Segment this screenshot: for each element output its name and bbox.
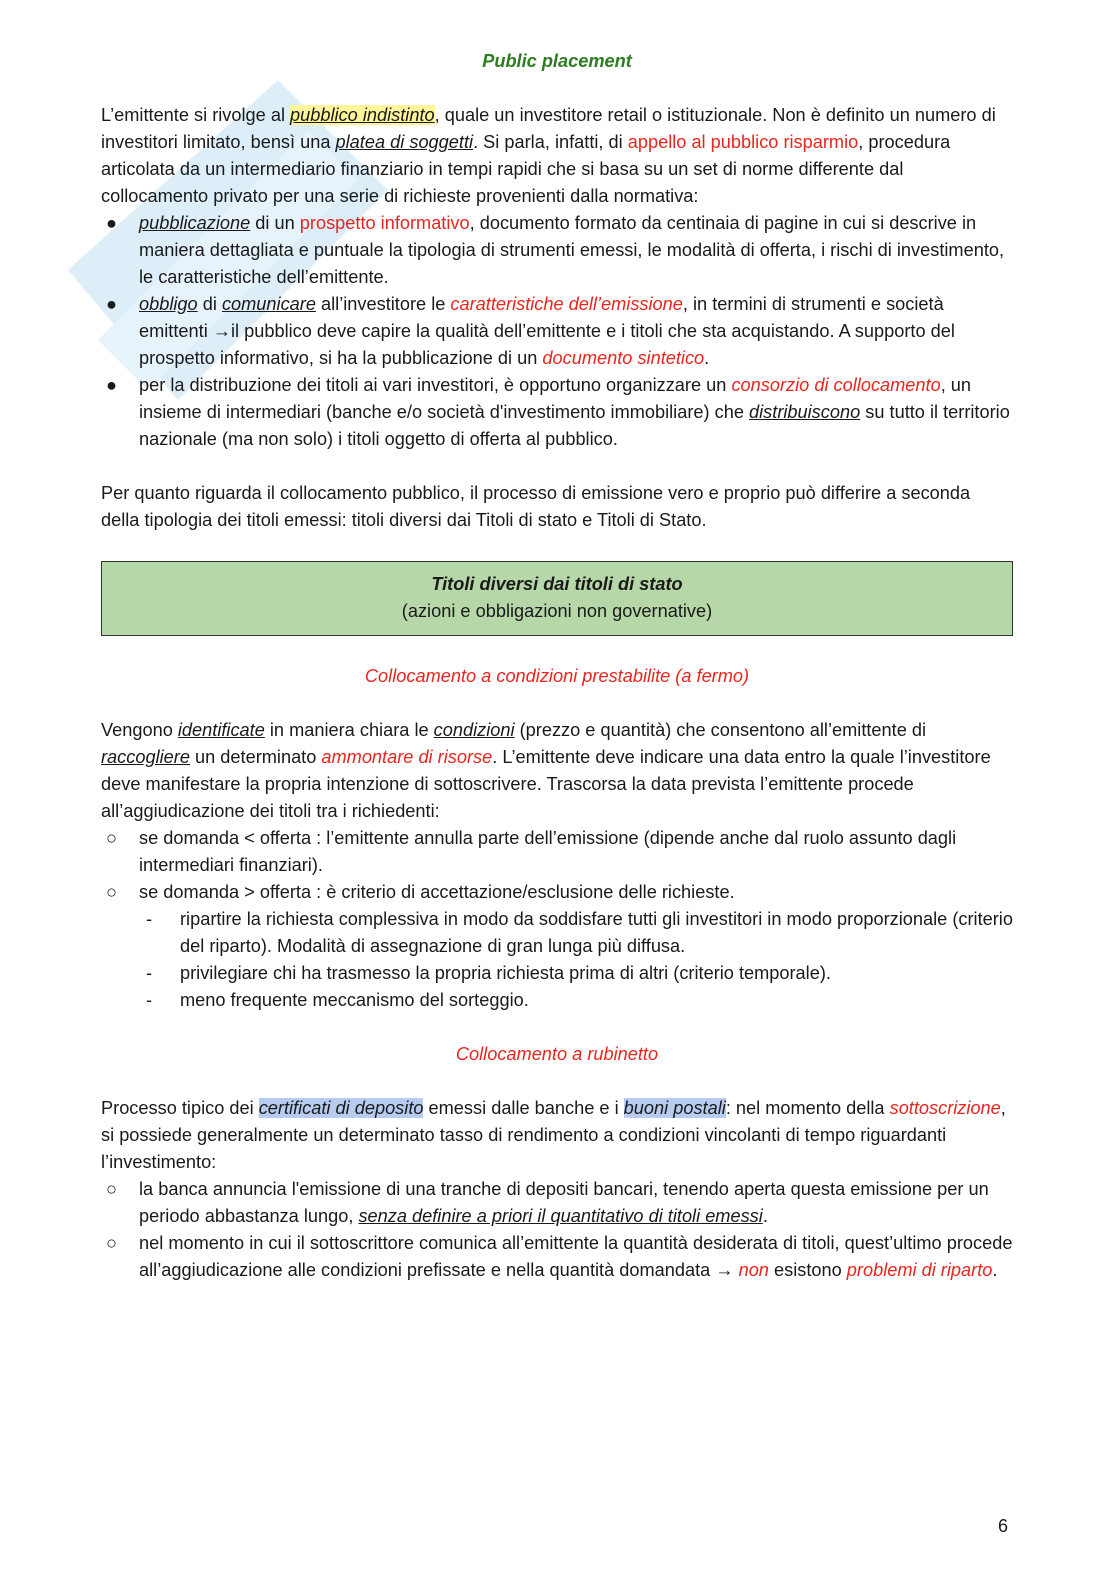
bullet-marker: ● <box>106 294 117 314</box>
page-title: Public placement <box>482 51 632 71</box>
fermo-list <box>101 825 1013 1014</box>
circle-marker: ○ <box>106 1179 117 1199</box>
list-item: ○ la banca annuncia l'emissione di una tranche di depositi bancari, tenendo aperta questa emissione per un periodo abbastanza lungo, senza definire a priori il quantitativo di titoli emessi. <box>101 1176 1013 1230</box>
fermo-paragraph: Vengono identificate in maniera chiara le condizioni (prezzo e quantità) che consentono all’emittente di raccogliere un determinato ammontare di risorse. L’emittente deve indicare una data entro la quale l’investitore deve manifestare la propria intenzione di sottoscrivere. Trascorsa la data prevista l’emittente procede all’aggiudicazione dei titoli tra i richiedenti: <box>101 720 991 821</box>
issuance-paragraph: Per quanto riguarda il collocamento pubblico, il processo di emissione vero e proprio può differire a seconda della tipologia dei titoli emessi: titoli diversi dai Titoli di stato e Titoli di Stato. <box>101 483 971 530</box>
dash-marker: - <box>146 990 153 1010</box>
circle-marker: ○ <box>106 882 117 902</box>
requirements-list <box>101 210 1013 453</box>
bullet-marker: ● <box>106 213 117 233</box>
box-title: Titoli diversi dai titoli di stato <box>431 574 683 594</box>
document-body <box>101 48 1013 1284</box>
sub-list-item: - ripartire la richiesta complessiva in modo da soddisfare tutti gli investitori in modo proporzionale (criterio del riparto). Modalità di assegnazione di gran lunga più diffusa. <box>101 906 1013 960</box>
list-item: ○ nel momento in cui il sottoscrittore comunica all’emittente la quantità desiderata di titoli, quest’ultimo procede all’aggiudicazione alle condizioni prefissate e nella quantità domandata → non esistono problemi di riparto. <box>101 1230 1013 1284</box>
rubinetto-list <box>101 1176 1013 1284</box>
circle-marker: ○ <box>106 828 117 848</box>
list-item: ○ se domanda > offerta : è criterio di accettazione/esclusione delle richieste. <box>101 879 1013 906</box>
bullet-marker: ● <box>106 375 117 395</box>
section-box <box>101 561 1013 636</box>
section-heading-fermo: Collocamento a condizioni prestabilite (a fermo) <box>364 666 750 686</box>
circle-marker: ○ <box>106 1233 117 1253</box>
intro-paragraph: L’emittente si rivolge al pubblico indistinto, quale un investitore retail o istituzionale. Non è definito un numero di investitori limitato, bensì una platea di soggetti. Si parla, infatti, di appello al pubblico risparmio, procedura articolata da un intermediario finanziario in tempi rapidi che si basa su un set di norme differente dal collocamento privato per una serie di richieste provenienti dalla normativa: <box>101 105 996 206</box>
sub-list-item: - privilegiare chi ha trasmesso la propria richiesta prima di altri (criterio temporale). <box>101 960 1013 987</box>
section-heading-rubinetto: Collocamento a rubinetto <box>455 1044 659 1064</box>
box-subtitle: (azioni e obbligazioni non governative) <box>401 601 713 621</box>
list-item: ● obbligo di comunicare all’investitore le caratteristiche dell’emissione, in termini di strumenti e società emittenti →il pubblico deve capire la qualità dell’emittente e i titoli che sta acquistando. A supporto del prospetto informativo, si ha la pubblicazione di un documento sintetico. <box>101 291 1013 372</box>
sub-list-item: - meno frequente meccanismo del sorteggio. <box>101 987 1013 1014</box>
page-number: 6 <box>997 1516 1008 1536</box>
list-item: ● per la distribuzione dei titoli ai vari investitori, è opportuno organizzare un consorzio di collocamento, un insieme di intermediari (banche e/o società d'investimento immobiliare) che distribuiscono su tutto il territorio nazionale (ma non solo) i titoli oggetto di offerta al pubblico. <box>101 372 1013 453</box>
dash-marker: - <box>146 909 153 929</box>
list-item: ● pubblicazione di un prospetto informativo, documento formato da centinaia di pagine in cui si descrive in maniera dettagliata e puntuale la tipologia di strumenti emessi, le modalità di offerta, i rischi di investimento, le caratteristiche dell’emittente. <box>101 210 1013 291</box>
rubinetto-paragraph: Processo tipico dei certificati di deposito emessi dalle banche e i buoni postali: nel momento della sottoscrizione, si possiede generalmente un determinato tasso di rendimento a condizioni vincolanti di tempo riguardanti l’investimento: <box>101 1098 1006 1172</box>
list-item: ○ se domanda < offerta : l’emittente annulla parte dell’emissione (dipende anche dal ruolo assunto dagli intermediari finanziari). <box>101 825 1013 879</box>
dash-marker: - <box>146 963 153 983</box>
